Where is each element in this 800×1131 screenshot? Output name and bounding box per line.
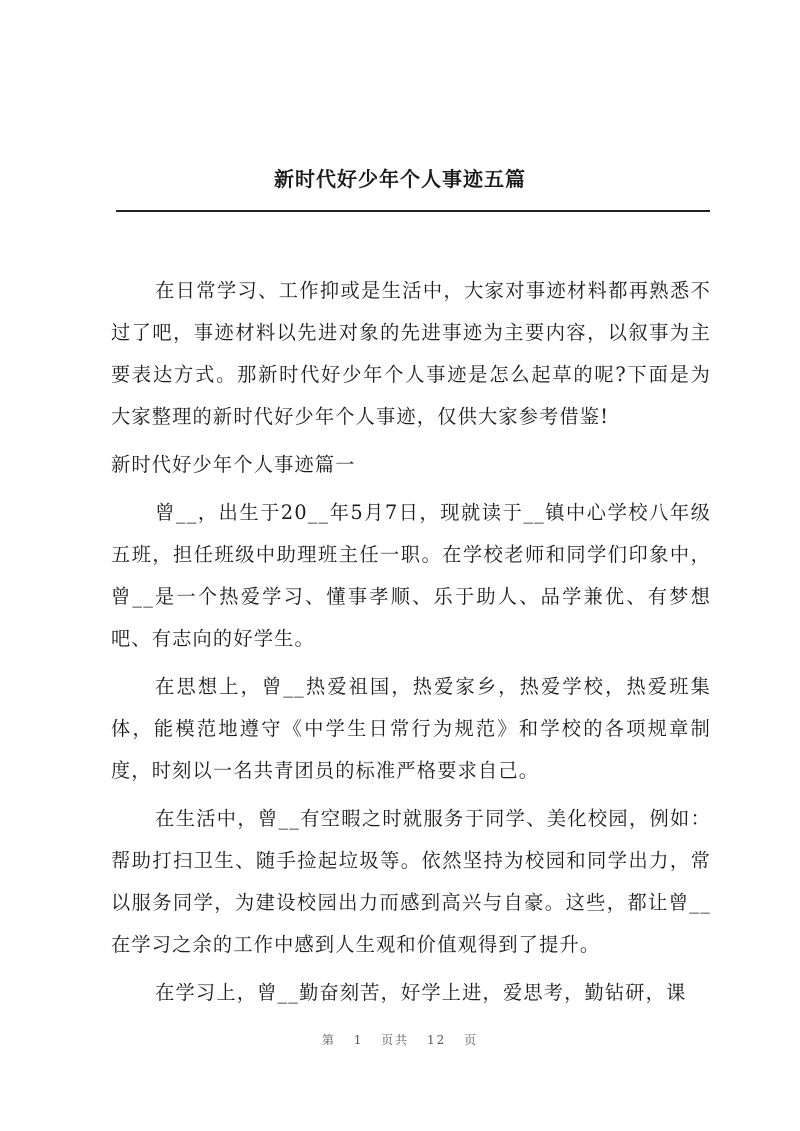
page-footer: [0, 1031, 800, 1048]
body-paragraph: 曾__，出生于20__年5月7日，现就读于__镇中心学校八年级五班，担任班级中助理班主任一职。在学校老师和同学们印象中，曾__是一个热爱学习、懂事孝顺、乐于助人、品学兼优、有梦想吧、有志向的好学生。: [111, 501, 711, 650]
page-label-mid: 页共: [381, 1033, 410, 1047]
page-title: 新时代好少年个人事迹五篇: [274, 167, 526, 191]
page-label-post: 页: [464, 1033, 479, 1047]
body-paragraph: 在学习上，曾__勤奋刻苦，好学上进，爱思考，勤钻研，课: [155, 981, 687, 1004]
intro-paragraph: 在日常学习、工作抑或是生活中，大家对事迹材料都再熟悉不过了吧，事迹材料以先进对象的先进事迹为主要内容，以叙事为主要表达方式。那新时代好少年个人事迹是怎么起草的呢?下面是为大家整理的新时代好少年个人事迹，仅供大家参考借鉴!: [111, 279, 711, 428]
body-paragraph: 在生活中，曾__有空暇之时就服务于同学、美化校园，例如：帮助打扫卫生、随手捡起垃圾等。依然坚持为校园和同学出力，常以服务同学，为建设校园出力而感到高兴与自豪。这些，都让曾__在学习之余的工作中感到人生观和价值观得到了提升。: [111, 807, 711, 956]
page-total: 12: [427, 1033, 447, 1047]
page-current: 1: [353, 1033, 364, 1047]
body-paragraph: 在思想上，曾__热爱祖国，热爱家乡，热爱学校，热爱班集体，能模范地遵守《中学生日常行为规范》和学校的各项规章制度，时刻以一名共青团员的标准严格要求自己。: [111, 675, 711, 782]
title-underline: [116, 210, 710, 212]
page-label-pre: 第: [321, 1033, 336, 1047]
section-heading: 新时代好少年个人事迹篇一: [111, 453, 356, 476]
document-body: [111, 270, 711, 1020]
